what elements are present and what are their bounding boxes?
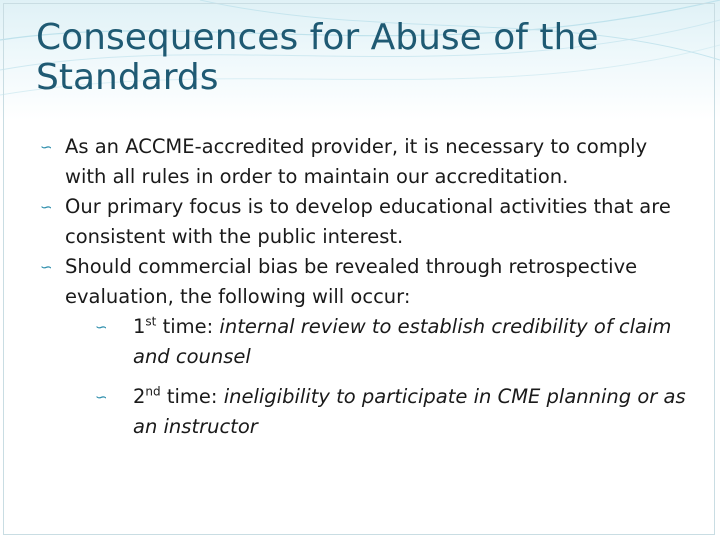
sub-bullet-lead: time: [160,385,224,408]
bullet-item [40,132,690,192]
sub-bullet-lead: time: [156,315,220,338]
ordinal-suffix: nd [145,384,161,399]
sub-bullet-detail: internal review to establish credibility of claim and counsel [133,315,672,368]
tilde-swirl-icon: ∽ [40,258,53,276]
sub-bullet-item [40,382,690,442]
bullet-list [40,132,690,442]
bullet-item [40,252,690,312]
tilde-swirl-icon: ∽ [95,318,108,336]
bullet-text: As an ACCME-accredited provider, it is necessary to comply with all rules in order to maintain our accreditation. [65,135,648,188]
slide-title: Consequences for Abuse of the Standards [36,17,599,98]
tilde-swirl-icon: ∽ [40,198,53,216]
ordinal-number: 1 [133,315,146,338]
bullet-text: Our primary focus is to develop educational activities that are consistent with the public interest. [65,195,671,248]
tilde-swirl-icon: ∽ [95,388,108,406]
ordinal-number: 2 [133,385,146,408]
bullet-item [40,192,690,252]
sub-bullet-text [133,315,671,368]
ordinal-suffix: st [145,314,157,329]
sub-bullet-item [40,312,690,372]
tilde-swirl-icon: ∽ [40,138,53,156]
sub-bullet-detail: ineligibility to participate in CME planning or as an instructor [133,385,686,438]
bullet-text: Should commercial bias be revealed through retrospective evaluation, the following will occur: [65,255,638,308]
sub-bullet-text [133,385,686,438]
